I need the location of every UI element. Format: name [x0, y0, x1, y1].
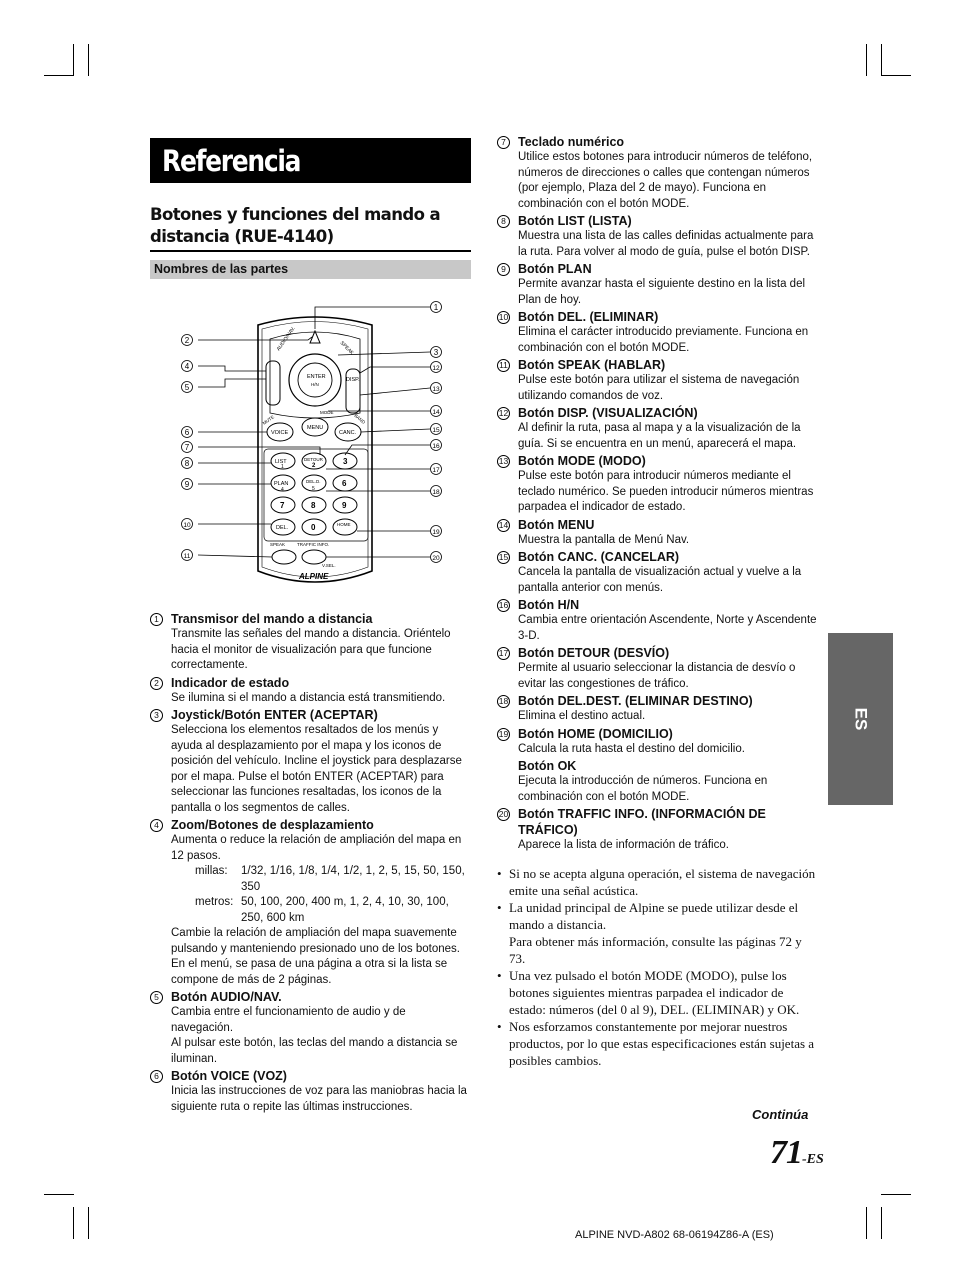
- callout-20: [431, 552, 442, 563]
- item-8: [497, 213, 817, 260]
- remote-key-6: 6: [342, 479, 347, 488]
- item-number: 19: [498, 728, 509, 739]
- item-desc: Aumenta o reduce la relación de ampliación del mapa en 12 pasos.: [171, 834, 462, 862]
- item-desc-2: Cambie la relación de ampliación del mapa suavemente pulsando y manteniendo presionado uno de los botones.: [171, 927, 460, 955]
- item-number: 14: [498, 519, 509, 530]
- item-desc: Pulse este botón para utilizar el sistema de navegación utilizando comandos de voz.: [518, 374, 800, 402]
- crop-mark: [866, 1207, 867, 1239]
- item-number: 16: [498, 600, 509, 611]
- svg-text:15: 15: [432, 427, 440, 434]
- remote-label-home: HOME: [337, 522, 351, 527]
- item-desc: Selecciona los elementos resaltados de los menús y ayuda al desplazamiento por el mapa y los iconos de posición del vehículo. Incline el joystick para desplazarse por el mapa. Pulse el botón ENTER (ACEPTAR) para seleccionar las funciones resaltadas, los iconos de la pantalla o los segmentos de calles.: [171, 724, 462, 814]
- item-number: 7: [497, 136, 510, 149]
- item-number: 9: [497, 263, 510, 276]
- callout-19: [431, 526, 442, 537]
- callout-1: [431, 302, 442, 313]
- item-13: [497, 453, 817, 516]
- item-number: 5: [150, 991, 163, 1004]
- remote-label-menu: MENU: [307, 425, 324, 431]
- remote-label-enter: ENTER: [307, 374, 326, 380]
- item-title: Botón TRAFFIC INFO. (INFORMACIÓN DE TRÁFICO): [518, 807, 766, 837]
- remote-key-1: 1: [281, 464, 284, 470]
- item-number: 3: [150, 709, 163, 722]
- remote-label-detour: DETOUR: [304, 457, 323, 462]
- crop-mark: [73, 1207, 74, 1239]
- subsection-bar: [150, 260, 471, 279]
- item-number: 1: [150, 613, 163, 626]
- remote-label-canc: CANC.: [339, 430, 357, 436]
- remote-label-audio-nav: AUDIO/NAV.: [275, 325, 297, 353]
- item-10: [497, 309, 817, 356]
- svg-text:14: 14: [432, 409, 440, 416]
- language-tab: [828, 633, 893, 805]
- remote-label-voice: VOICE: [271, 430, 289, 436]
- item-number: 18: [498, 696, 509, 707]
- remote-key-2: 2: [312, 463, 316, 469]
- remote-label-vsel: V.SEL.: [322, 563, 336, 568]
- crop-mark: [881, 75, 911, 76]
- item-title: Botón MENU: [518, 517, 595, 532]
- callout-15: [431, 424, 442, 435]
- item-7: [497, 134, 817, 212]
- zoom-buttons: [266, 361, 280, 405]
- item-1: [150, 611, 470, 674]
- item-11: [497, 357, 817, 404]
- item-desc: Muestra la pantalla de Menú Nav.: [518, 533, 690, 546]
- callout-16: [431, 440, 442, 451]
- item-16: [497, 597, 817, 644]
- item-number: 4: [150, 819, 163, 832]
- section-title: Botones y funciones del mando a distancia (RUE-4140): [150, 205, 440, 246]
- remote-label-speak-top: SPEAK: [338, 340, 355, 357]
- callout-line-11: [198, 555, 272, 557]
- item-desc-2: Al pulsar este botón, las teclas del mando a distancia se iluminan.: [171, 1037, 458, 1065]
- item-number-blank: [497, 758, 518, 774]
- item-19: [497, 726, 817, 758]
- item-title: Botón LIST (LISTA): [518, 214, 632, 228]
- callout-line-16: [345, 445, 430, 455]
- crop-mark: [73, 44, 74, 76]
- svg-text:2: 2: [184, 336, 190, 345]
- item-desc: Transmite las señales del mando a distancia. Oriéntelo hacia el monitor de visualización para que funcione correctamente.: [171, 628, 451, 671]
- crop-mark: [881, 1194, 911, 1195]
- item-12: [497, 405, 817, 452]
- svg-text:19: 19: [432, 529, 440, 536]
- callout-3: [431, 347, 442, 358]
- callout-12: [431, 362, 442, 373]
- note-item-extra: Para obtener más información, consulte las páginas 72 y 73.: [509, 934, 802, 966]
- remote-label-mode: MODE: [320, 410, 334, 415]
- crop-mark: [881, 44, 882, 76]
- note-item: • Si no se acepta alguna operación, el sistema de navegación emite una señal acústica.: [497, 865, 819, 899]
- item-desc: Inicia las instrucciones de voz para las maniobras hacia la siguiente ruta o repite las últimas instrucciones.: [171, 1085, 467, 1113]
- item-desc: Aparece la lista de información de tráfico.: [518, 839, 729, 851]
- item-title: Botón DETOUR (DESVÍO): [518, 646, 670, 660]
- page-number: 71-ES: [770, 1134, 824, 1171]
- crop-mark: [44, 75, 74, 76]
- svg-text:7: 7: [184, 443, 190, 452]
- svg-text:16: 16: [432, 443, 440, 450]
- remote-label-list: LIST: [275, 459, 287, 465]
- svg-text:1: 1: [433, 303, 439, 312]
- item-title: Teclado numérico: [518, 135, 625, 149]
- callout-line-13: [360, 388, 430, 395]
- disp-button: [346, 369, 360, 413]
- item-number: 17: [498, 648, 509, 659]
- remote-label-disp: DISP.: [346, 377, 360, 383]
- remote-key-5: 5: [312, 486, 315, 492]
- svg-text:6: 6: [184, 428, 190, 437]
- item-number: 20: [498, 809, 509, 820]
- notes-list: [497, 865, 819, 1069]
- remote-control-diagram: [180, 295, 450, 595]
- callout-9: [182, 479, 193, 490]
- item-desc: Cancela la pantalla de visualización actual y vuelve a la pantalla anterior con menús.: [518, 566, 802, 594]
- item-desc: Cambia entre orientación Ascendente, Norte y Ascendente 3-D.: [518, 614, 817, 642]
- remote-brand-logo: ALPINE: [299, 572, 329, 581]
- item-2: [150, 675, 470, 707]
- subsection-title: Nombres de las partes: [154, 262, 289, 276]
- item-desc: Utilice estos botones para introducir números de teléfono, números de direcciones o calles que contengan números (por ejemplo, Plaza del 2 de mayo). Funciona en combinación con el botón MODE.: [518, 151, 813, 210]
- crop-mark: [88, 44, 89, 76]
- remote-label-deldest: DEL.D.: [306, 479, 321, 484]
- page-title: Referencia: [162, 143, 301, 178]
- remote-label-traffic: TRAFFIC INFO.: [297, 542, 330, 547]
- item-5: [150, 989, 470, 1067]
- left-descriptions: [150, 611, 470, 1116]
- callout-17: [431, 464, 442, 475]
- item-title: Zoom/Botones de desplazamiento: [171, 818, 374, 832]
- item-4: [150, 817, 470, 988]
- item-title: Botón PLAN: [518, 262, 592, 276]
- item-17: [497, 645, 817, 692]
- note-item: • Nos esforzamos constantemente por mejorar nuestros productos, por lo que estas especificaciones están sujetas a posibles cambios.: [497, 1018, 819, 1069]
- item-title: Transmisor del mando a distancia: [171, 612, 373, 626]
- remote-label-del: DEL.: [276, 525, 289, 531]
- callout-10: [182, 519, 193, 530]
- item-desc: Al definir la ruta, pasa al mapa y a la visualización de la guía. Si se encuentra en un menú, aparecerá el mapa.: [518, 422, 801, 450]
- joystick-ring: [289, 354, 341, 406]
- item-title: Botón OK: [518, 759, 577, 773]
- item-desc: Cambia entre el funcionamiento de audio y de navegación.: [171, 1006, 406, 1034]
- remote-label-band: BAND: [353, 412, 367, 425]
- item-ok: [497, 758, 817, 805]
- millas-row: millas: 1/32, 1/16, 1/8, 1/4, 1/2, 1, 2, 5, 15, 50, 150, 350: [195, 865, 465, 893]
- remote-key-4: 4: [281, 487, 284, 493]
- item-15: [497, 549, 817, 596]
- remote-key-9: 9: [342, 501, 347, 510]
- item-desc: Calcula la ruta hasta el destino del domicilio.: [518, 742, 745, 755]
- item-number: 2: [150, 677, 163, 690]
- callout-4: [182, 361, 193, 372]
- item-desc: Pulse este botón para introducir números mediante el teclado numérico. Se pueden introducir números mientras parpadea el indicador de estado.: [518, 470, 814, 513]
- item-number: 6: [150, 1070, 163, 1083]
- remote-label-hn: H/N: [311, 382, 319, 387]
- speak-button: [272, 550, 296, 564]
- page-title-bar: [150, 138, 471, 183]
- language-tab-label: ES: [851, 707, 871, 731]
- footer-code: ALPINE NVD-A802 68-06194Z86-A (ES): [575, 1229, 774, 1241]
- remote-key-8: 8: [311, 501, 316, 510]
- item-title: Indicador de estado: [171, 675, 290, 690]
- remote-label-plan: PLAN: [274, 481, 289, 487]
- item-18: [497, 693, 817, 725]
- item-title: Joystick/Botón ENTER (ACEPTAR): [171, 708, 378, 722]
- item-number: 12: [498, 408, 509, 419]
- crop-mark: [44, 1194, 74, 1195]
- item-number: 8: [497, 215, 510, 228]
- item-20: [497, 806, 817, 854]
- item-number: 13: [498, 456, 509, 467]
- item-title: Botón CANC. (CANCELAR): [518, 550, 680, 564]
- svg-text:11: 11: [183, 553, 191, 560]
- item-title: Botón H/N: [518, 598, 580, 612]
- callout-line-2: [198, 337, 312, 340]
- remote-key-0: 0: [311, 523, 316, 532]
- callout-5: [182, 382, 193, 393]
- callout-8: [182, 458, 193, 469]
- item-desc: Permite al usuario seleccionar la distancia de desvío o evitar las congestiones de tráfico.: [518, 662, 796, 690]
- note-item: • La unidad principal de Alpine se puede utilizar desde el mando a distancia. Para obtener más información, consulte las páginas 72 y 73.: [497, 899, 819, 967]
- item-title: Botón HOME (DOMICILIO): [518, 726, 673, 741]
- item-desc: Se ilumina si el mando a distancia está transmitiendo.: [171, 691, 446, 704]
- crop-mark: [88, 1207, 89, 1239]
- item-title: Botón VOICE (VOZ): [171, 1069, 287, 1083]
- callout-6: [182, 427, 193, 438]
- svg-text:20: 20: [432, 555, 440, 562]
- callout-line-12: [360, 367, 430, 373]
- remote-label-speak: SPEAK: [270, 542, 286, 547]
- svg-text:8: 8: [184, 459, 190, 468]
- item-title: Botón MODE (MODO): [518, 454, 646, 468]
- item-title: Botón SPEAK (HABLAR): [518, 358, 666, 372]
- item-title: Botón AUDIO/NAV.: [171, 990, 282, 1004]
- item-3: [150, 707, 470, 816]
- metros-row: metros: 50, 100, 200, 400 m, 1, 2, 4, 10, 30, 100, 250, 600 km: [195, 896, 449, 924]
- item-number: 15: [498, 552, 509, 563]
- item-14: [497, 517, 817, 549]
- item-number: 10: [498, 312, 509, 323]
- item-9: [497, 261, 817, 308]
- item-desc: Elimina el destino actual.: [518, 710, 646, 722]
- crop-mark: [866, 44, 867, 76]
- item-desc: Permite avanzar hasta el siguiente destino en la lista del Plan de hoy.: [518, 278, 806, 306]
- remote-key-7: 7: [280, 501, 285, 510]
- item-desc: Muestra una lista de las calles definidas actualmente para la ruta. Para volver al modo de guía, pulse el botón DISP.: [518, 230, 814, 258]
- note-item: • Una vez pulsado el botón MODE (MODO), pulse los botones siguientes mientras parpadea el indicador de estado: números (del 0 al 9), DEL. (ELIMINAR) y OK.: [497, 967, 819, 1018]
- callout-line-4: [198, 366, 266, 371]
- remote-key-3: 3: [343, 457, 348, 466]
- svg-text:10: 10: [183, 522, 191, 529]
- section-rule: [150, 250, 471, 252]
- svg-text:12: 12: [432, 365, 440, 372]
- svg-text:9: 9: [184, 480, 190, 489]
- joystick-inner: [298, 363, 332, 397]
- item-title: Botón DEL. (ELIMINAR): [518, 310, 659, 324]
- svg-text:3: 3: [433, 348, 439, 357]
- callout-line-7: [198, 447, 320, 455]
- item-number: 11: [497, 359, 510, 372]
- remote-label-mute: MUTE: [261, 414, 276, 426]
- svg-text:4: 4: [184, 362, 190, 371]
- crop-mark: [881, 1207, 882, 1239]
- callout-11: [182, 550, 193, 561]
- callout-7: [182, 442, 193, 453]
- traffic-button: [302, 550, 326, 564]
- item-desc: Ejecuta la introducción de números. Funciona en combinación con el botón MODE.: [518, 775, 768, 803]
- callout-18: [431, 486, 442, 497]
- item-title: Botón DISP. (VISUALIZACIÓN): [518, 406, 698, 420]
- right-descriptions: [497, 134, 817, 855]
- item-6: [150, 1068, 470, 1115]
- continues-label: Continúa: [752, 1107, 809, 1122]
- callout-13: [431, 383, 442, 394]
- svg-text:18: 18: [432, 489, 440, 496]
- callout-2: [182, 335, 193, 346]
- svg-text:17: 17: [432, 467, 440, 474]
- callout-line-5: [198, 379, 266, 387]
- svg-text:5: 5: [184, 383, 190, 392]
- callout-14: [431, 406, 442, 417]
- item-title: Botón DEL.DEST. (ELIMINAR DESTINO): [518, 694, 753, 708]
- item-desc-3: En el menú, se pasa de una página a otra si la lista se compone de más de 2 páginas.: [171, 958, 448, 986]
- svg-text:13: 13: [432, 386, 440, 393]
- item-desc: Elimina el carácter introducido previamente. Funciona en combinación con el botón MODE.: [518, 326, 809, 354]
